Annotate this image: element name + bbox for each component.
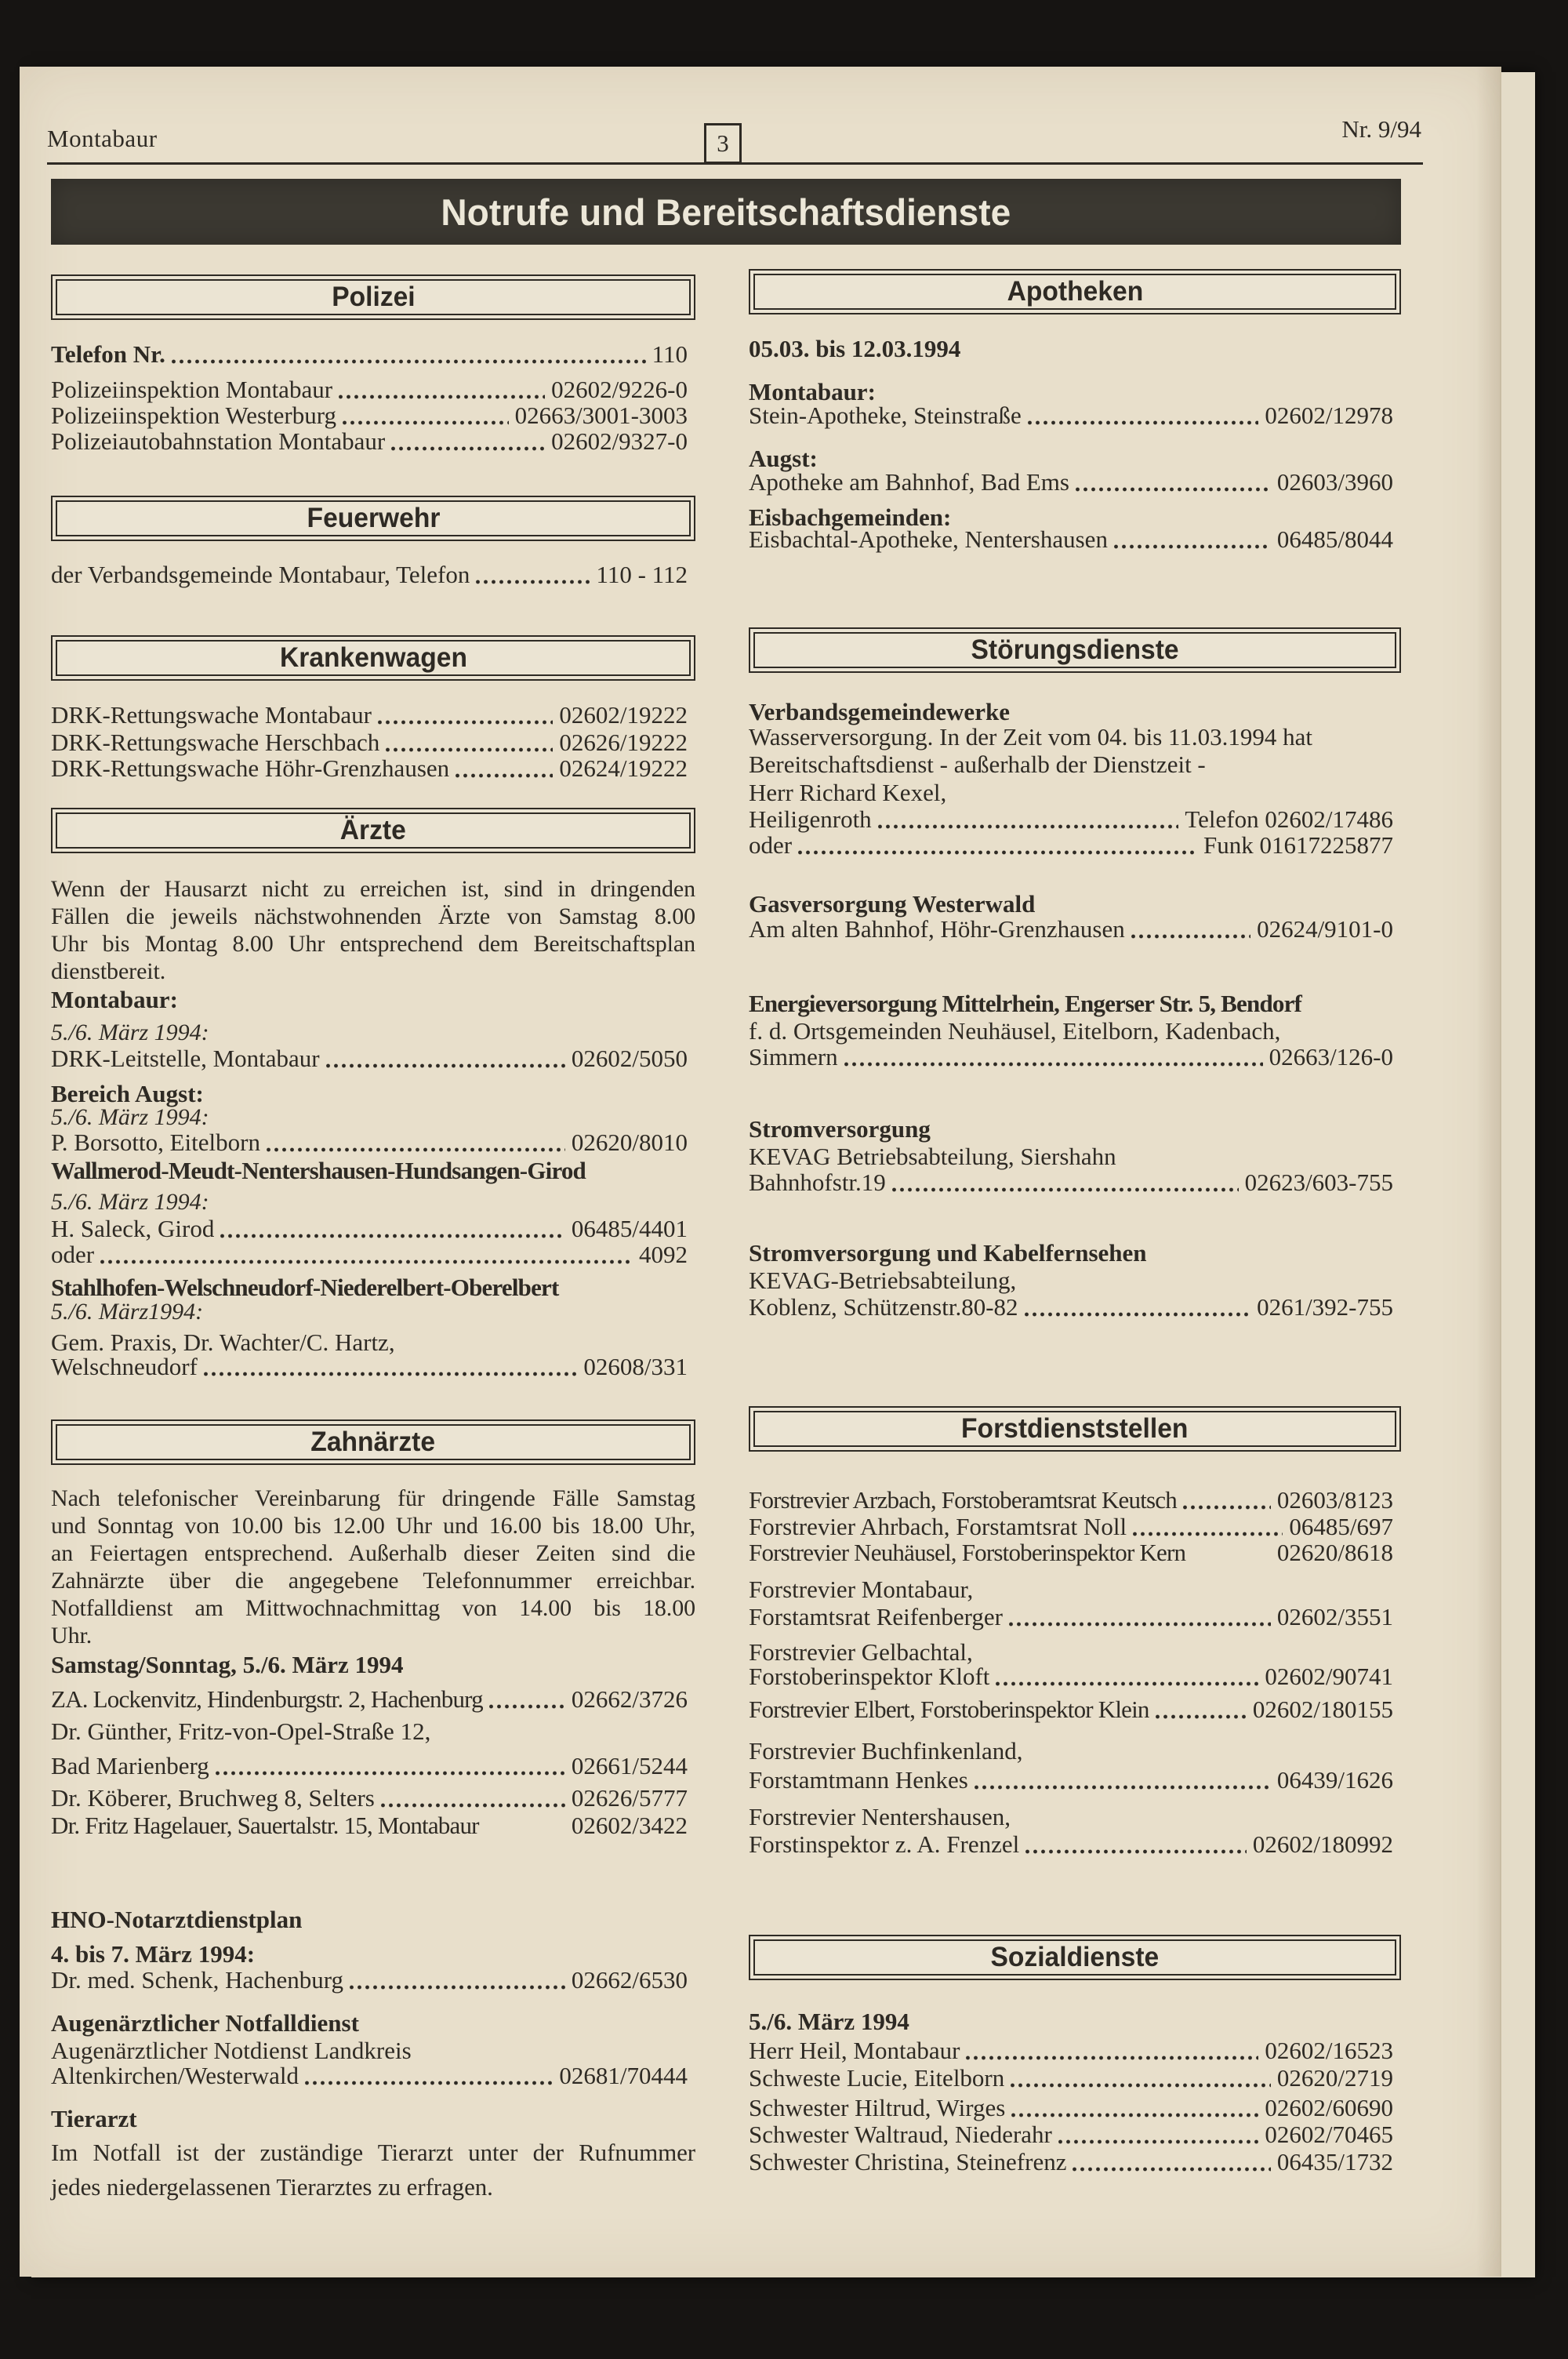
section-header-krankenwagen — [51, 635, 695, 681]
entry-value: Telefon 02602/17486 — [1185, 805, 1393, 833]
dot-leader — [220, 1233, 565, 1239]
duty-date-heading: Samstag/Sonntag, 5./6. März 1994 — [51, 1651, 404, 1678]
entry-value: 0261/392-755 — [1257, 1293, 1393, 1321]
entry-label: ZA. Lockenvitz, Hindenburgstr. 2, Hachenburg — [51, 1685, 483, 1713]
directory-entry — [51, 2060, 695, 2092]
section-title: Ärzte — [339, 815, 407, 845]
entry-label: Forstamtmann Henkes — [749, 1766, 968, 1794]
dot-leader — [100, 1259, 633, 1265]
directory-entry — [51, 1783, 695, 1814]
entry-value: 02602/60690 — [1265, 2094, 1393, 2121]
dot-leader — [1183, 1504, 1271, 1510]
dot-leader — [1058, 2139, 1259, 2145]
directory-entry — [749, 1537, 1401, 1568]
entry-value: 02608/331 — [583, 1353, 688, 1380]
entry-label: Dr. med. Schenk, Hachenburg — [51, 1966, 344, 1994]
section-header-frame — [753, 1411, 1396, 1447]
entry-value: 02602/90741 — [1265, 1663, 1393, 1690]
dot-leader — [267, 1147, 565, 1153]
directory-entry — [749, 914, 1401, 945]
entry-label: Koblenz, Schützenstr.80-82 — [749, 1293, 1018, 1321]
entry-label: Simmern — [749, 1043, 838, 1070]
entry-label: Am alten Bahnhof, Höhr-Grenzhausen — [749, 915, 1125, 943]
directory-entry — [51, 1750, 695, 1782]
provider-note: Herr Richard Kexel, — [749, 779, 947, 806]
duty-date: 5./6. März 1994: — [51, 1189, 209, 1215]
section-title: Zahnärzte — [310, 1427, 436, 1457]
dot-leader — [1114, 543, 1271, 550]
page-number: 3 — [717, 129, 729, 157]
entry-label: oder — [51, 1241, 95, 1268]
newsletter-page — [20, 67, 1501, 2277]
intro-line: Notfalldienst am Mittwochnachmittag von 14.00 bis 18.00 — [51, 1595, 695, 1621]
duty-date-heading: 5./6. März 1994 — [749, 2008, 909, 2035]
directory-entry — [749, 1661, 1401, 1692]
duty-date: 5./6. März 1994: — [51, 1020, 209, 1045]
area-heading: Wallmerod-Meudt-Nentershausen-Hundsangen-Girod — [51, 1157, 586, 1184]
entry-value: 02620/8618 — [1276, 1539, 1393, 1566]
dot-leader — [798, 849, 1197, 856]
dot-leader — [386, 747, 553, 753]
entry-label: Herr Heil, Montabaur — [749, 2037, 960, 2064]
dot-leader — [1025, 1311, 1251, 1318]
entry-value: 06485/8044 — [1276, 525, 1393, 553]
provider-note: KEVAG-Betriebsabteilung, — [749, 1267, 1017, 1294]
entry-label: Schwester Hiltrud, Wirges — [749, 2094, 1006, 2121]
dot-leader — [339, 394, 545, 400]
duty-date-heading: 4. bis 7. März 1994: — [51, 1940, 256, 1968]
right-column — [749, 269, 1401, 2206]
section-header-frame — [753, 632, 1396, 668]
provider-heading: Gasversorgung Westerwald — [749, 890, 1036, 918]
note-line: jedes niedergelassenen Tierarztes zu erfragen. — [51, 2173, 493, 2201]
title-banner — [51, 179, 1401, 245]
entry-label: Eisbachtal-Apotheke, Nentershausen — [749, 525, 1108, 553]
dot-leader — [1076, 486, 1271, 493]
duty-date: 5./6. März1994: — [51, 1299, 204, 1325]
directory-entry — [51, 700, 695, 731]
dot-leader — [1011, 2112, 1258, 2118]
provider-heading: Stromversorgung und Kabelfernsehen — [749, 1239, 1147, 1267]
directory-entry — [749, 400, 1401, 431]
area-heading: Eisbachgemeinden: — [749, 503, 952, 531]
entry-value: 02602/3551 — [1276, 1603, 1393, 1630]
section-header-apotheken — [749, 269, 1401, 314]
dot-leader — [343, 420, 509, 426]
entry-value: 02620/8010 — [571, 1129, 688, 1156]
entry-continuation: Forstrevier Buchfinkenland, — [749, 1737, 1023, 1765]
section-title: Störungsdienste — [971, 634, 1179, 665]
entry-label: Polizeiinspektion Westerburg — [51, 402, 337, 429]
section-title: Apotheken — [1007, 276, 1143, 307]
entry-label: DRK-Rettungswache Montabaur — [51, 701, 372, 729]
entry-label: Welschneudorf — [51, 1353, 198, 1380]
intro-line: dienstbereit. — [51, 958, 166, 984]
directory-entry — [749, 1694, 1401, 1725]
dot-leader — [878, 823, 1179, 830]
section-header-polizei — [51, 274, 695, 320]
entry-label: Bad Marienberg — [51, 1752, 209, 1779]
entry-value: 06485/697 — [1289, 1513, 1393, 1540]
entry-label: Schwester Waltraud, Niederahr — [749, 2121, 1052, 2148]
dot-leader — [996, 1681, 1258, 1687]
entry-value: 02624/19222 — [559, 754, 688, 782]
date-range-heading: 05.03. bis 12.03.1994 — [749, 335, 961, 362]
area-heading: Montabaur: — [51, 986, 178, 1013]
dot-leader — [216, 1770, 565, 1776]
provider-note: KEVAG Betriebsabteilung, Siershahn — [749, 1143, 1116, 1170]
section-header-forstdienststellen — [749, 1406, 1401, 1452]
section-header-frame — [753, 274, 1396, 310]
entry-value: 02602/70465 — [1265, 2121, 1393, 2148]
entry-label: Dr. Fritz Hagelauer, Sauertalstr. 15, Montabaur — [51, 1812, 479, 1839]
directory-entry — [749, 2035, 1401, 2066]
entry-value: Funk 01617225877 — [1203, 831, 1393, 859]
section-title: Sozialdienste — [990, 1942, 1160, 1972]
entry-continuation: Augenärztlicher Notdienst Landkreis — [51, 2037, 412, 2064]
provider-heading: Stromversorgung — [749, 1115, 931, 1143]
left-column — [51, 274, 695, 2235]
dot-leader — [966, 2055, 1258, 2061]
entry-value: 110 - 112 — [596, 561, 688, 588]
entry-value: 02663/126-0 — [1269, 1043, 1393, 1070]
section-title: Polizei — [331, 282, 416, 312]
intro-line: und Sonntag von 10.00 bis 12.00 Uhr und 16.00 bis 18.00 Uhr, — [51, 1513, 695, 1539]
intro-line: Nach telefonischer Vereinbarung für dringende Fälle Samstag — [51, 1485, 695, 1511]
entry-value: 02602/19222 — [559, 701, 688, 729]
tierarzt-note — [51, 2135, 695, 2205]
entry-value: 02663/3001-3003 — [514, 402, 688, 429]
entry-label: Forstrevier Neuhäusel, Forstoberinspektor Kern — [749, 1539, 1186, 1566]
directory-entry — [749, 1829, 1401, 1860]
entry-value: 02626/19222 — [559, 729, 688, 756]
dot-leader — [1133, 1531, 1283, 1537]
provider-heading: Energieversorgung Mittelrhein, Engerser Str. 5, Bendorf — [749, 990, 1302, 1017]
header-community: Montabaur — [47, 125, 158, 152]
provider-note: Bereitschaftsdienst - außerhalb der Dienstzeit - — [749, 751, 1206, 778]
directory-entry — [749, 1601, 1401, 1633]
subsection-heading: Augenärztlicher Notfalldienst — [51, 2009, 359, 2037]
provider-note: f. d. Ortsgemeinden Neuhäusel, Eitelborn, Kadenbach, — [749, 1017, 1281, 1045]
dot-leader — [844, 1061, 1263, 1067]
entry-value: 02602/180155 — [1252, 1696, 1393, 1723]
entry-continuation: Dr. Günther, Fritz-von-Opel-Straße 12, — [51, 1717, 431, 1745]
dot-leader — [1156, 1714, 1247, 1720]
section-title: Krankenwagen — [279, 642, 467, 673]
entry-value: 02624/9101-0 — [1257, 915, 1393, 943]
section-header-feuerwehr — [51, 496, 695, 541]
dot-leader — [378, 719, 553, 725]
area-heading: Stahlhofen-Welschneudorf-Niederelbert-Oberelbert — [51, 1274, 559, 1301]
section-header-aerzte — [51, 808, 695, 853]
entry-value: 02603/3960 — [1276, 468, 1393, 496]
banner-title: Notrufe und Bereitschaftsdienste — [441, 191, 1011, 233]
entry-value: 06485/4401 — [571, 1215, 688, 1242]
directory-entry — [51, 1965, 695, 1996]
entry-label: Heiligenroth — [749, 805, 872, 833]
directory-entry — [51, 1351, 695, 1383]
area-heading: Augst: — [749, 445, 818, 472]
entry-label: Altenkirchen/Westerwald — [51, 2062, 299, 2089]
directory-entry — [51, 753, 695, 784]
entry-value: 02603/8123 — [1276, 1486, 1393, 1514]
entry-value: 02662/6530 — [571, 1966, 688, 1994]
section-header-frame — [56, 500, 691, 536]
entry-label: oder — [749, 831, 793, 859]
entry-continuation: Gem. Praxis, Dr. Wachter/C. Hartz, — [51, 1329, 395, 1356]
directory-entry — [51, 559, 695, 591]
entry-value: 02602/180992 — [1252, 1830, 1393, 1858]
entry-value: 02602/3422 — [571, 1812, 688, 1839]
intro-line: Wenn der Hausarzt nicht zu erreichen ist, sind in dringenden — [51, 876, 695, 902]
directory-entry — [749, 467, 1401, 498]
dot-leader — [350, 1984, 565, 1990]
dot-leader — [892, 1187, 1239, 1193]
entry-value: 110 — [652, 340, 688, 368]
section-header-zahnaerzte — [51, 1419, 695, 1465]
section-header-frame — [56, 1424, 691, 1460]
subsection-heading: Tierarzt — [51, 2105, 137, 2132]
section-header-frame — [56, 812, 691, 849]
entry-label: Schweste Lucie, Eitelborn — [749, 2064, 1005, 2092]
section-header-frame — [56, 640, 691, 676]
entry-label: Forstamtsrat Reifenberger — [749, 1603, 1003, 1630]
directory-entry — [51, 1810, 695, 1841]
dot-leader — [476, 579, 590, 585]
entry-label: DRK-Rettungswache Herschbach — [51, 729, 380, 756]
dot-leader — [172, 358, 646, 365]
entry-label: Stein-Apotheke, Steinstraße — [749, 402, 1022, 429]
directory-entry — [51, 1239, 695, 1270]
directory-entry — [749, 1765, 1401, 1796]
entry-label: Forstrevier Elbert, Forstoberinspektor Klein — [749, 1696, 1149, 1723]
dot-leader — [204, 1371, 577, 1377]
entry-label: Polizeiinspektion Montabaur — [51, 376, 333, 403]
area-heading: Montabaur: — [749, 378, 876, 405]
dot-leader — [381, 1802, 565, 1808]
entry-label: P. Borsotto, Eitelborn — [51, 1129, 260, 1156]
entry-continuation: Forstrevier Nentershausen, — [749, 1803, 1011, 1830]
entry-value: 02662/3726 — [571, 1685, 688, 1713]
dot-leader — [305, 2080, 553, 2086]
directory-entry — [51, 426, 695, 457]
entry-value: 02681/70444 — [559, 2062, 688, 2089]
section-header-stoerungsdienste — [749, 627, 1401, 673]
dot-leader — [489, 1703, 565, 1710]
directory-entry — [51, 1127, 695, 1158]
intro-line: Zahnärzte über die angegebene Telefonnummer erreichbar. — [51, 1568, 695, 1594]
entry-label: Forstoberinspektor Kloft — [749, 1663, 990, 1690]
entry-continuation: Forstrevier Montabaur, — [749, 1576, 974, 1603]
provider-heading: Verbandsgemeindewerke — [749, 698, 1010, 725]
zahnaerzte-intro — [51, 1485, 695, 1649]
directory-entry — [51, 339, 695, 370]
entry-value: 02602/12978 — [1265, 402, 1393, 429]
duty-date: 5./6. März 1994: — [51, 1104, 209, 1130]
entry-value: 02626/5777 — [571, 1784, 688, 1812]
dot-leader — [1009, 1621, 1271, 1627]
intro-line: Fällen die jeweils nächstwohnenden Ärzte von Samstag 8.00 — [51, 903, 695, 929]
page-number-box — [704, 123, 742, 164]
entry-label: Forstinspektor z. A. Frenzel — [749, 1830, 1020, 1858]
entry-value: 4092 — [639, 1241, 688, 1268]
entry-label: Polizeiautobahnstation Montabaur — [51, 427, 386, 455]
directory-entry — [749, 1041, 1401, 1073]
entry-value: 02602/5050 — [571, 1045, 688, 1072]
directory-entry — [749, 524, 1401, 555]
dot-leader — [326, 1063, 565, 1069]
directory-entry — [51, 1684, 695, 1715]
intro-line: an Feiertagen entsprechend. Außerhalb dieser Zeiten sind die — [51, 1540, 695, 1566]
entry-label: Dr. Köberer, Bruchweg 8, Selters — [51, 1784, 375, 1812]
dot-leader — [975, 1784, 1271, 1790]
directory-entry — [749, 1292, 1401, 1323]
entry-value: 02623/603-755 — [1244, 1169, 1393, 1196]
entry-value: 02602/9226-0 — [551, 376, 688, 403]
entry-value: 06435/1732 — [1276, 2148, 1393, 2175]
intro-line: Uhr bis Montag 8.00 Uhr entsprechend dem Bereitschaftsplan — [51, 931, 695, 957]
entry-label: Telefon Nr. — [51, 340, 165, 368]
entry-label: der Verbandsgemeinde Montabaur, Telefon — [51, 561, 470, 588]
dot-leader — [456, 772, 553, 779]
provider-note: Wasserversorgung. In der Zeit vom 04. bis 11.03.1994 hat — [749, 723, 1312, 751]
area-heading: Bereich Augst: — [51, 1080, 204, 1107]
directory-entry — [749, 830, 1401, 861]
aerzte-intro — [51, 875, 695, 985]
directory-entry — [749, 2063, 1401, 2094]
directory-entry — [749, 1167, 1401, 1198]
intro-line: Uhr. — [51, 1623, 93, 1648]
section-header-frame — [753, 1939, 1396, 1976]
dot-leader — [1131, 933, 1250, 940]
entry-value: 06439/1626 — [1276, 1766, 1393, 1794]
entry-value: 02602/9327-0 — [551, 427, 688, 455]
entry-label: Forstrevier Ahrbach, Forstamtsrat Noll — [749, 1513, 1127, 1540]
section-title: Forstdienststellen — [961, 1413, 1189, 1444]
header-issue: Nr. 9/94 — [1341, 115, 1421, 143]
entry-label: H. Saleck, Girod — [51, 1215, 215, 1242]
dot-leader — [391, 445, 545, 452]
entry-continuation: Forstrevier Gelbachtal, — [749, 1638, 973, 1666]
entry-value: 02602/16523 — [1265, 2037, 1393, 2064]
entry-value: 02620/2719 — [1276, 2064, 1393, 2092]
dot-leader — [1028, 420, 1259, 426]
subsection-heading: HNO-Notarztdienstplan — [51, 1906, 303, 1933]
dot-leader — [1025, 1848, 1247, 1855]
dot-leader — [1073, 2166, 1270, 2172]
entry-label: DRK-Leitstelle, Montabaur — [51, 1045, 320, 1072]
entry-label: DRK-Rettungswache Höhr-Grenzhausen — [51, 754, 450, 782]
entry-label: Apotheke am Bahnhof, Bad Ems — [749, 468, 1069, 496]
directory-entry — [51, 1043, 695, 1074]
note-line: Im Notfall ist der zuständige Tierarzt unter der Rufnummer — [51, 2139, 695, 2166]
entry-label: Schwester Christina, Steinefrenz — [749, 2148, 1067, 2175]
directory-entry — [749, 2146, 1401, 2178]
entry-label: Forstrevier Arzbach, Forstoberamtsrat Keutsch — [749, 1486, 1177, 1514]
directory-entry — [749, 2119, 1401, 2150]
section-header-sozialdienste — [749, 1935, 1401, 1980]
section-header-frame — [56, 279, 691, 315]
entry-label: Bahnhofstr.19 — [749, 1169, 886, 1196]
dot-leader — [1011, 2082, 1271, 2088]
entry-value: 02661/5244 — [571, 1752, 688, 1779]
section-title: Feuerwehr — [307, 503, 440, 533]
